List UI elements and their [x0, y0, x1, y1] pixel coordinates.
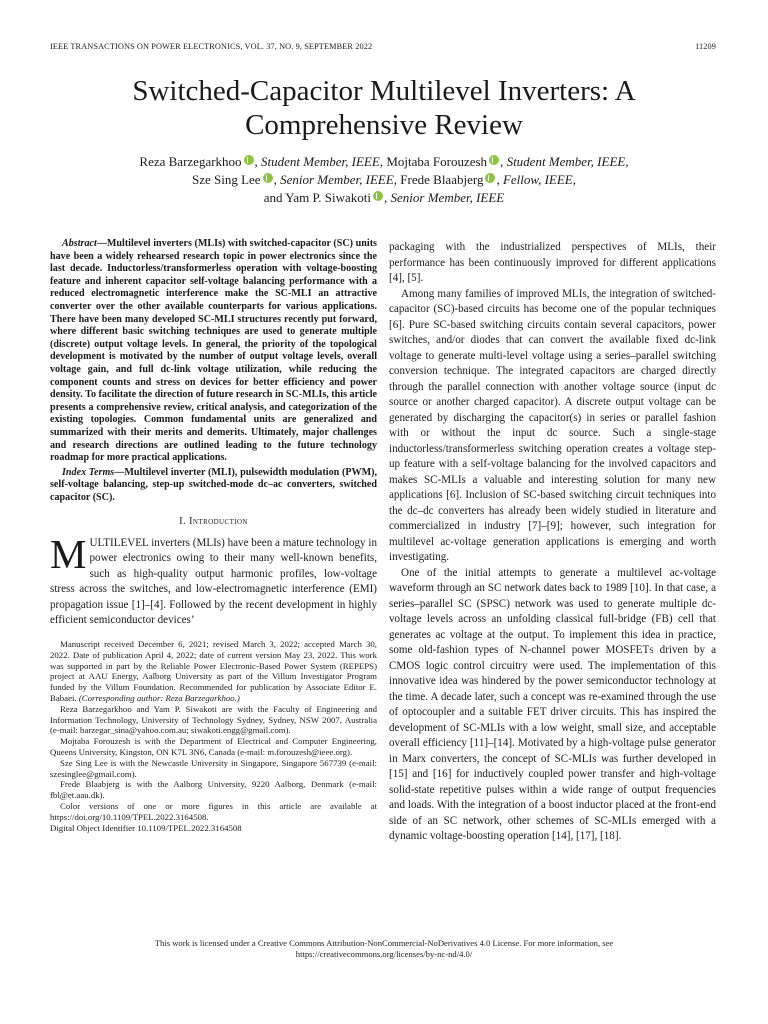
author-join-word: and: [263, 190, 283, 205]
intro-text: ULTILEVEL inverters (MLIs) have been a mature technology in power electronics owing to their many well-known benefits, such as high-quality output harmonic profiles, low-voltage stress across the switches, and low-electromagnetic interference (EMI) propagation issue [1]–[4]. Followed by the recent development in highly efficient semiconductor devices’: [50, 536, 377, 627]
author-name: Sze Sing Lee: [191, 172, 261, 187]
orcid-icon[interactable]: [263, 173, 273, 183]
footnote-affiliation: Sze Sing Lee is with the Newcastle University in Singapore, Singapore 567739 (e-mail: szesinglee@gmail.com).: [50, 757, 377, 779]
left-column: [50, 238, 377, 833]
footnote-affiliation: Reza Barzegarkhoo and Yam P. Siwakoti are with the Faculty of Engineering and Information Technology, University of Technology Sydney, Sydney, NSW 2007, Australia (e-mail: barzegar_sina@yahoo.com.au; siwakoti.engg@gmail.com).: [50, 703, 377, 736]
orcid-icon[interactable]: [489, 155, 499, 165]
footnote-color-versions: Color versions of one or more figures in this article are available at https://doi.org/10.1109/TPEL.2022.3164508.: [50, 800, 377, 822]
journal-name: IEEE TRANSACTIONS ON POWER ELECTRONICS, VOL. 37, NO. 9, SEPTEMBER 2022: [50, 42, 373, 51]
abstract-lead: Abstract: [62, 238, 97, 249]
abstract-text: —Multilevel inverters (MLIs) with switched-capacitor (SC) units have been a widely rehearsed research topic in power electronics since the last decade. Inductorless/transformerless operation with voltage-boosting feature and inherent capacitor self-voltage balancing performance with a reduced electromagnetic interference make the SC-MLI an attractive converter over the other available counterparts for various applications. There have been many developed SC-MLI structures recently put forward, where different basic switching techniques are used to generate multiple (discrete) output voltage levels. In general, the priority of the topological development is motivated by the number of output voltage levels, overall voltage gain, and full dc-link voltage utilization, while reducing the component counts and stress on devices for better efficiency and power density. To facilitate the direction of future research in SC-MLIs, this article presents a comprehensive review, critical analysis, and categorization of the existing topologies. Common fundamental units are generalized and summarized with their merits and demerits. Ultimately, major challenges and research directions are outlined leading to the future technology roadmap for more practical applications.: [50, 238, 377, 464]
paper-title: [60, 74, 708, 142]
index-terms: [50, 467, 377, 505]
drop-cap-letter: M: [50, 530, 87, 577]
license-notice: [60, 938, 708, 960]
abstract: [50, 238, 377, 465]
license-link[interactable]: https://creativecommons.org/licenses/by-nc-nd/4.0/: [295, 949, 473, 959]
author-membership: Senior Member, IEEE: [390, 190, 505, 205]
body-paragraph: One of the initial attempts to generate a multilevel ac-voltage waveform through an SC network dates back to 1989 [10]. In that case, a series–parallel SC (SPSC) network was used to generate multiple dc-voltage levels across an unfolding classical full-bridge (FB) cell that generates ac voltage at the output. To implement this idea in practice, some old-fashion types of N-channel power MOSFETs driven by a CMOS logic control circuitry were used. The implementation of this innovative idea was hindered by the power semiconductor technology at the time. A decade later, such a concept was re-examined through the use of optocoupler and a suitable FET driver circuits. This has inspired the development of SC-MLIs with a low weight, small size, and acceptable overall efficiency [11]–[14]. Motivated by a high-voltage pulse generator in Marx converters, the concept of SC-MLIs was further developed in [15] and [16] for inductively coupled power transfer and high-voltage solid-state repetitive pulses within a wide range of output frequencies and loads. With the integration of a boost inductor placed at the front-end side of an SC network, other schemes of SC-MLIs emerged with a dynamic voltage-boosting operation [14], [17], [18].: [389, 566, 717, 842]
footnote-affiliation: Frede Blaabjerg is with the Aalborg University, 9220 Aalborg, Denmark (e-mail: fbl@et.aau.dk).: [50, 779, 377, 801]
orcid-icon[interactable]: [373, 191, 383, 201]
running-header: [50, 42, 716, 54]
corresponding-author-note: (Corresponding author: Reza Barzegarkhoo.): [78, 692, 240, 703]
footnote-received: Manuscript received December 6, 2021; revised March 3, 2022; accepted March 30, 2022. Date of publication April 4, 2022; date of current version May 23, 2022. This work was supported in part by the Reliable Power Electronic-Based Power System (REPEPS) project at AAU Energy, Aalborg University as part of the Villum Investigator Program funded by the Villum Foundation. Recommended for publication by Associate Editor E. Babaei. (Corresponding author: Reza Barzegarkhoo.): [50, 638, 377, 703]
body-paragraph: packaging with the industrialized perspectives of MLIs, their performance has been continuously improved for different applications [4], [5].: [389, 241, 716, 284]
footnotes: [50, 639, 377, 833]
page-number: 11209: [695, 42, 716, 51]
title-line-2: Comprehensive Review: [245, 109, 523, 141]
footnote-doi: Digital Object Identifier 10.1109/TPEL.2022.3164508: [50, 822, 242, 833]
body-paragraph: Among many families of improved MLIs, the integration of switched-capacitor (SC)-based circuits has become one of the popular techniques [6]. Pure SC-based switching circuits contain several capacitors, power switches, and/or diodes that can convert the available fixed dc-link voltage to generate multi-level voltage using a series–parallel switching conversion technique. The integrated capacitors are charged directly through the parallel connection with another voltage source (input dc source or another charged capacitor). A discrete output voltage can be generated by discharging the capacitor(s) in series or parallel fashion with or without the input dc source. Such a single-stage inductorless/transformerless switching operation creates a voltage step-up feature with a self-voltage balancing for the involved capacitors and makes SC-MLIs a valuable and interesting solution for many new applications [6]. Inclusion of SC-based switching circuit techniques into the dc–dc converters has already been widely studied in literature and commercialized in industry [7]–[9]; however, such integration for multilevel ac-voltage generation applications is emerging and worth investigating.: [389, 287, 716, 563]
license-text: This work is licensed under a Creative Commons Attribution-NonCommercial-NoDerivatives 4.0 License. For more information, see: [154, 938, 614, 948]
section-heading-introduction: I. Introduction: [179, 516, 248, 528]
right-column: [389, 240, 716, 845]
orcid-icon[interactable]: [244, 155, 254, 165]
author-name: Frede Blaabjerg: [400, 172, 484, 187]
intro-paragraph: [50, 530, 377, 629]
author-list: Reza Barzegarkhoo , Student Member, IEEE, Mojtaba Forouzesh , Student Member, IEEE, Sze Sing Lee , Senior Member, IEEE, Frede Blaabjerg , Fellow, IEEE, and Yam P. Siwakoti , Senior Member, IEEE: [139, 154, 629, 205]
author-membership: Student Member, IEEE,: [261, 154, 384, 169]
mosfet-term: MOSFETs: [605, 644, 654, 656]
author-name: Yam P. Siwakoti: [285, 190, 372, 205]
footnote-affiliation: Mojtaba Forouzesh is with the Department of Electrical and Computer Engineering, Queens University, Kingston, ON K7L 3N6, Canada (e-mail: m.forouzesh@ieee.org).: [50, 736, 377, 757]
author-membership: Senior Member, IEEE,: [280, 172, 398, 187]
title-line-1: Switched-Capacitor Multilevel Inverters: A: [132, 75, 636, 107]
index-terms-text: —Multilevel inverter (MLI), pulsewidth modulation (PWM), self-voltage balancing, step-up switched-mode dc–ac converters, switched capacitor (SC).: [50, 466, 377, 503]
orcid-icon[interactable]: [485, 173, 495, 183]
author-membership: Student Member, IEEE,: [506, 154, 629, 169]
author-name: Mojtaba Forouzesh: [386, 154, 488, 169]
author-membership: Fellow, IEEE,: [502, 172, 576, 187]
author-name: Reza Barzegarkhoo: [139, 154, 242, 169]
index-terms-lead: Index Terms: [62, 466, 115, 478]
